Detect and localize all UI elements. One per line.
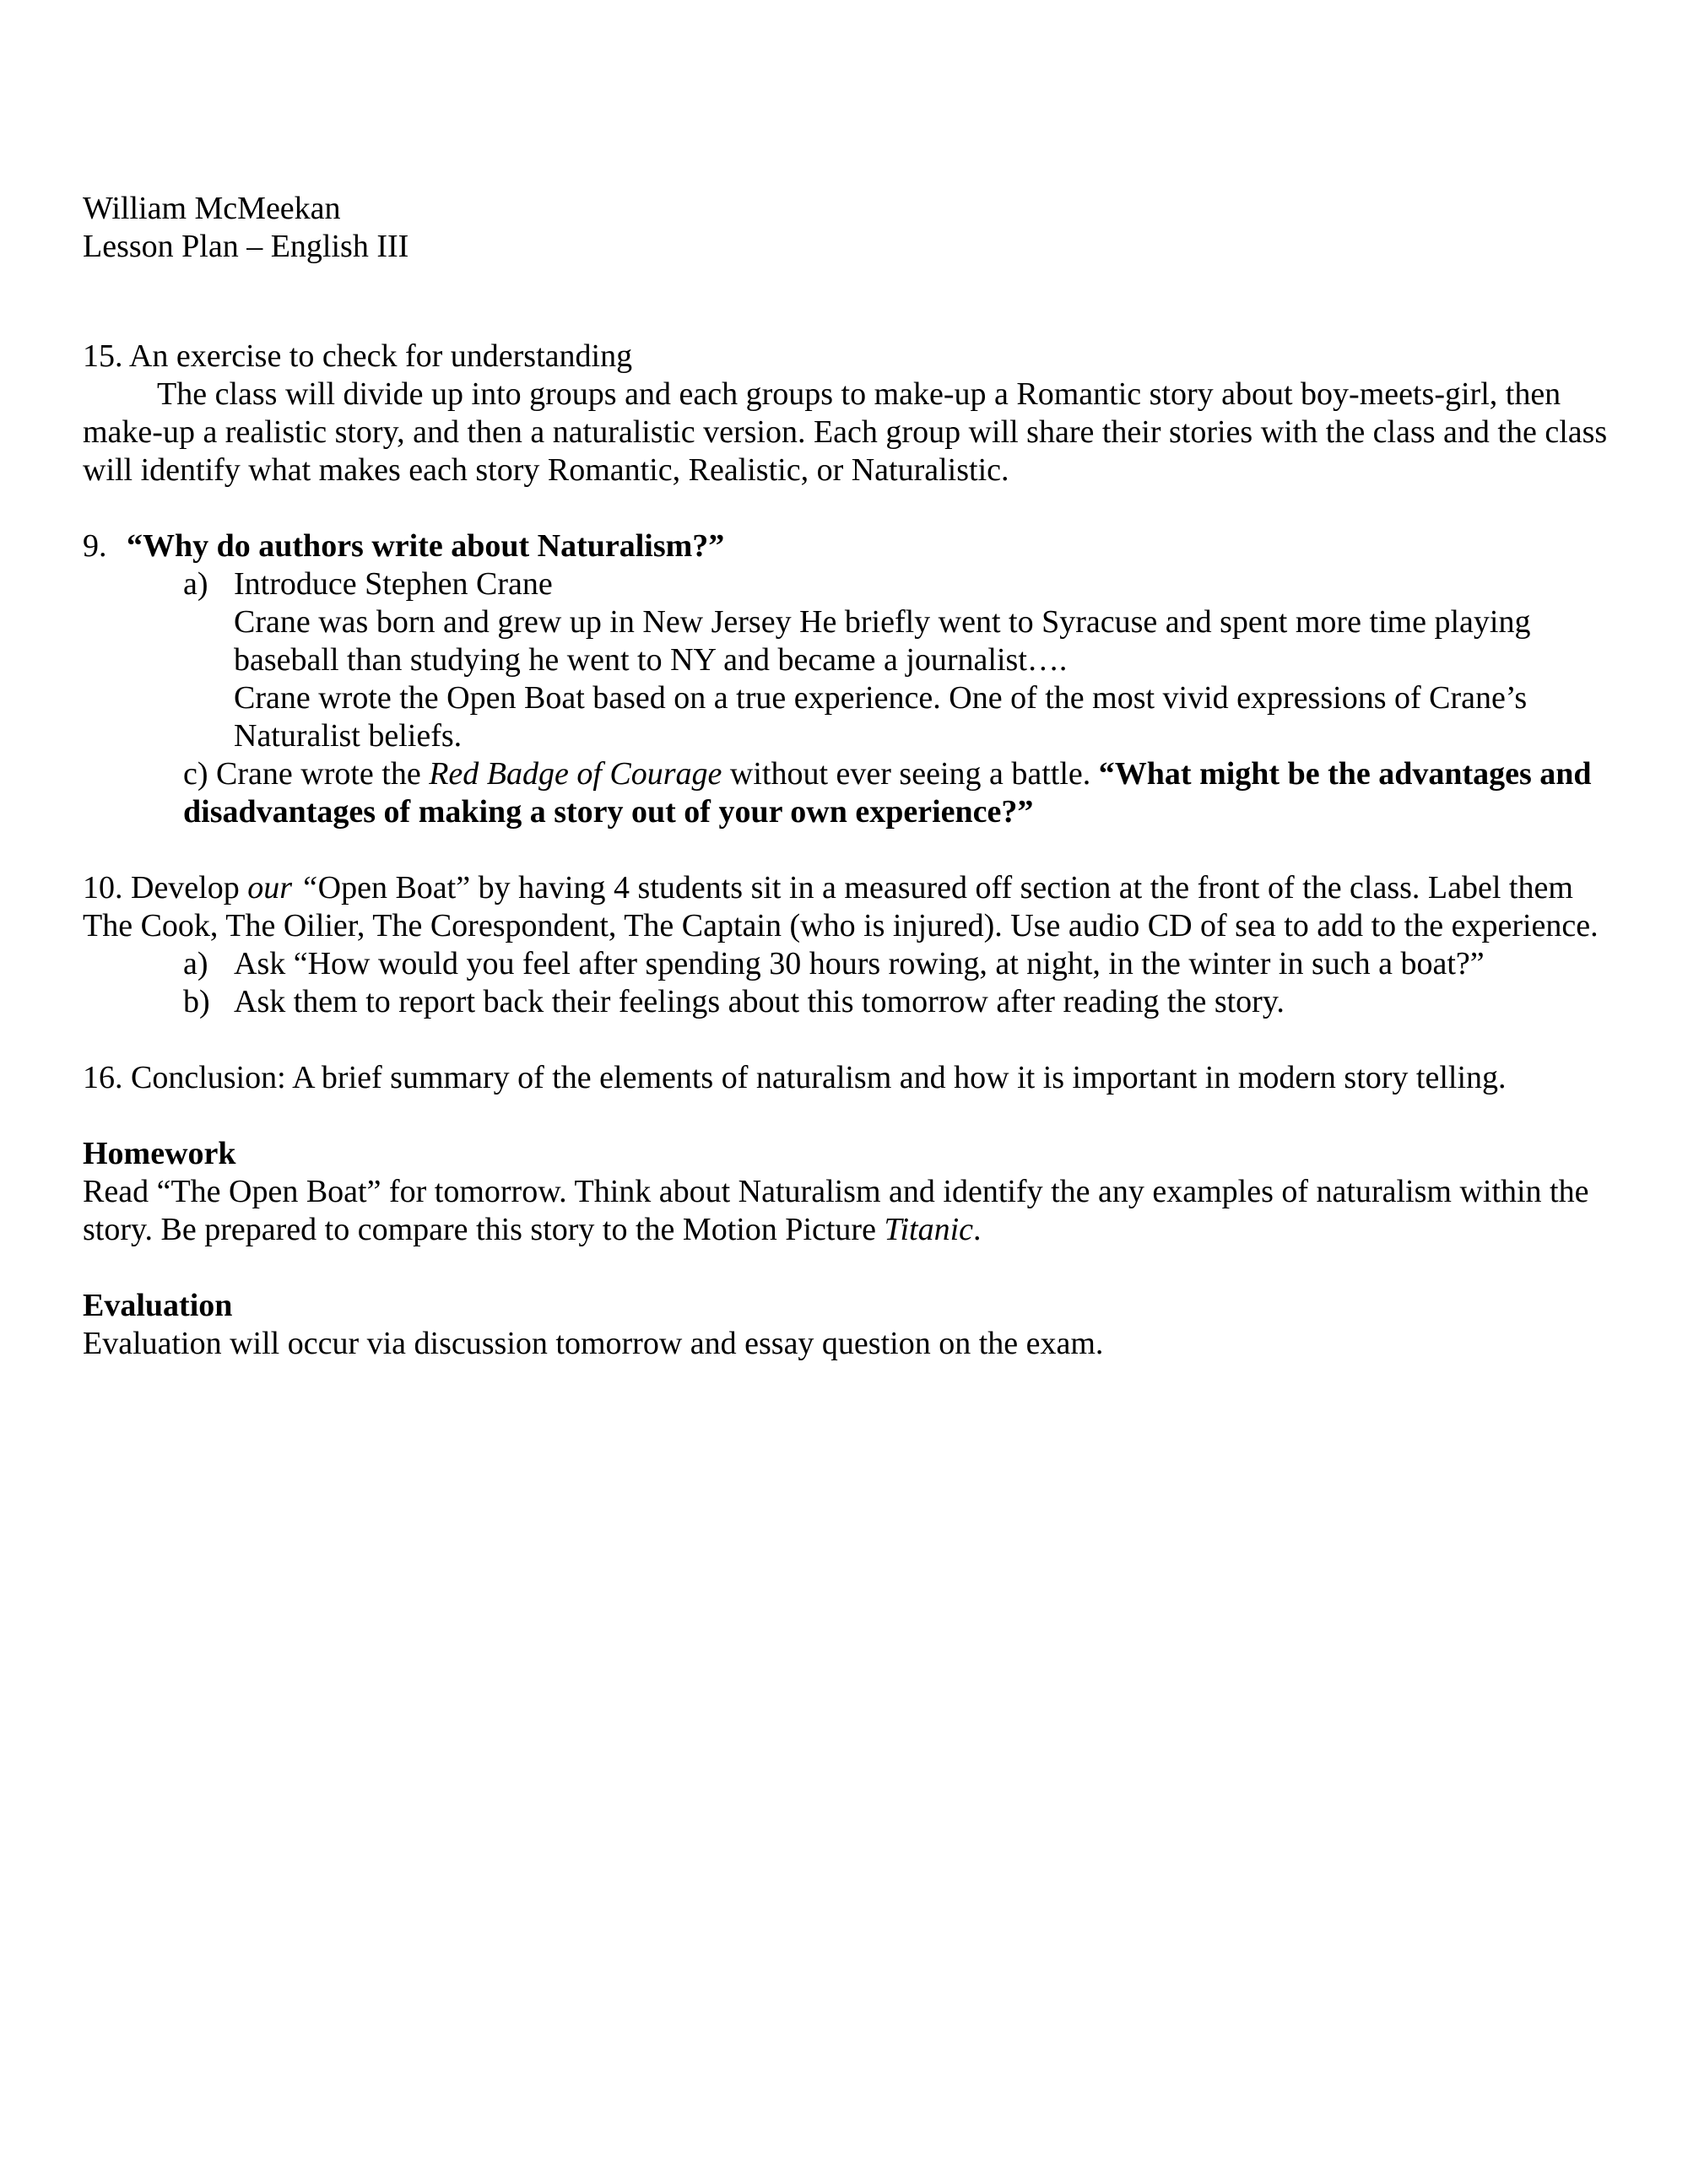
section-10-our: our “ <box>247 870 318 905</box>
evaluation-section <box>83 1287 1610 1363</box>
evaluation-body: Evaluation will occur via discussion tomorrow and essay question on the exam. <box>83 1326 1104 1361</box>
evaluation-heading: Evaluation <box>83 1288 233 1323</box>
section-15 <box>83 338 1610 489</box>
section-10-item-a <box>83 945 1610 983</box>
section-9-item-c <box>83 755 1610 831</box>
item-a-text: Ask “How would you feel after spending 30 hours rowing, at night, in the winter in such a boat?” <box>234 946 1485 981</box>
open-boat-paragraph: Crane wrote the Open Boat based on a true experience. One of the most vivid expressions of Crane’s Naturalist beliefs. <box>234 680 1528 754</box>
section-10-lead: 10. Develop <box>83 870 248 905</box>
item-c-question: “What might be the advantages and disadvantages of making a story out of your own experience?” <box>183 756 1592 830</box>
document-header <box>83 190 1610 266</box>
lesson-plan-title: Lesson Plan – English III <box>83 229 409 264</box>
section-9-number: 9. <box>83 528 107 564</box>
item-c-prefix: c) Crane wrote the <box>183 756 430 792</box>
homework-body-suffix: . <box>973 1212 982 1247</box>
crane-bio-paragraph: Crane was born and grew up in New Jersey He briefly went to Syracuse and spent more time playing baseball than studying he went to NY and became a journalist…. <box>234 604 1531 678</box>
section-9 <box>83 527 1610 831</box>
homework-body-prefix: Read “The Open Boat” for tomorrow. Think about Naturalism and identify the any examples of naturalism within the story. Be prepared to compare this story to the Motion Picture <box>83 1174 1589 1247</box>
section-10 <box>83 869 1610 1021</box>
homework-body <box>83 1173 1610 1249</box>
item-b-text: Ask them to report back their feelings about this tomorrow after reading the story. <box>234 984 1285 1019</box>
section-15-body: The class will divide up into groups and each groups to make-up a Romantic story about boy-meets-girl, then make-up a realistic story, and then a naturalistic version. Each group will share their stories with the class and the class will identify what makes each story Romantic, Realistic, or Naturalistic. <box>83 376 1608 488</box>
section-9-title: “Why do authors write about Naturalism?” <box>127 528 725 564</box>
item-a-text: Introduce Stephen Crane <box>234 566 553 602</box>
section-10-body <box>83 869 1610 945</box>
item-c-book-title: Red Badge of Courage <box>429 756 722 792</box>
section-16-conclusion: 16. Conclusion: A brief summary of the elements of naturalism and how it is important in modern story telling. <box>83 1060 1507 1095</box>
section-10-rest: Open Boat” by having 4 students sit in a measured off section at the front of the class. Label them The Cook, The Oilier, The Corespondent, The Captain (who is injured). Use audio CD of sea to add to the experience. <box>83 870 1599 943</box>
section-9-item-a <box>83 565 1610 603</box>
item-b-marker: b) <box>183 984 210 1019</box>
section-15-heading: 15. An exercise to check for understanding <box>83 338 633 374</box>
homework-heading: Homework <box>83 1136 236 1171</box>
item-c-mid: without ever seeing a battle. <box>722 756 1099 792</box>
section-10-item-b <box>83 983 1610 1021</box>
homework-titanic: Titanic <box>884 1212 974 1247</box>
item-a-marker: a) <box>183 946 208 981</box>
section-9-heading <box>83 527 1610 565</box>
author-line: William McMeekan <box>83 191 341 226</box>
item-a-marker: a) <box>183 566 208 602</box>
homework-section <box>83 1135 1610 1249</box>
